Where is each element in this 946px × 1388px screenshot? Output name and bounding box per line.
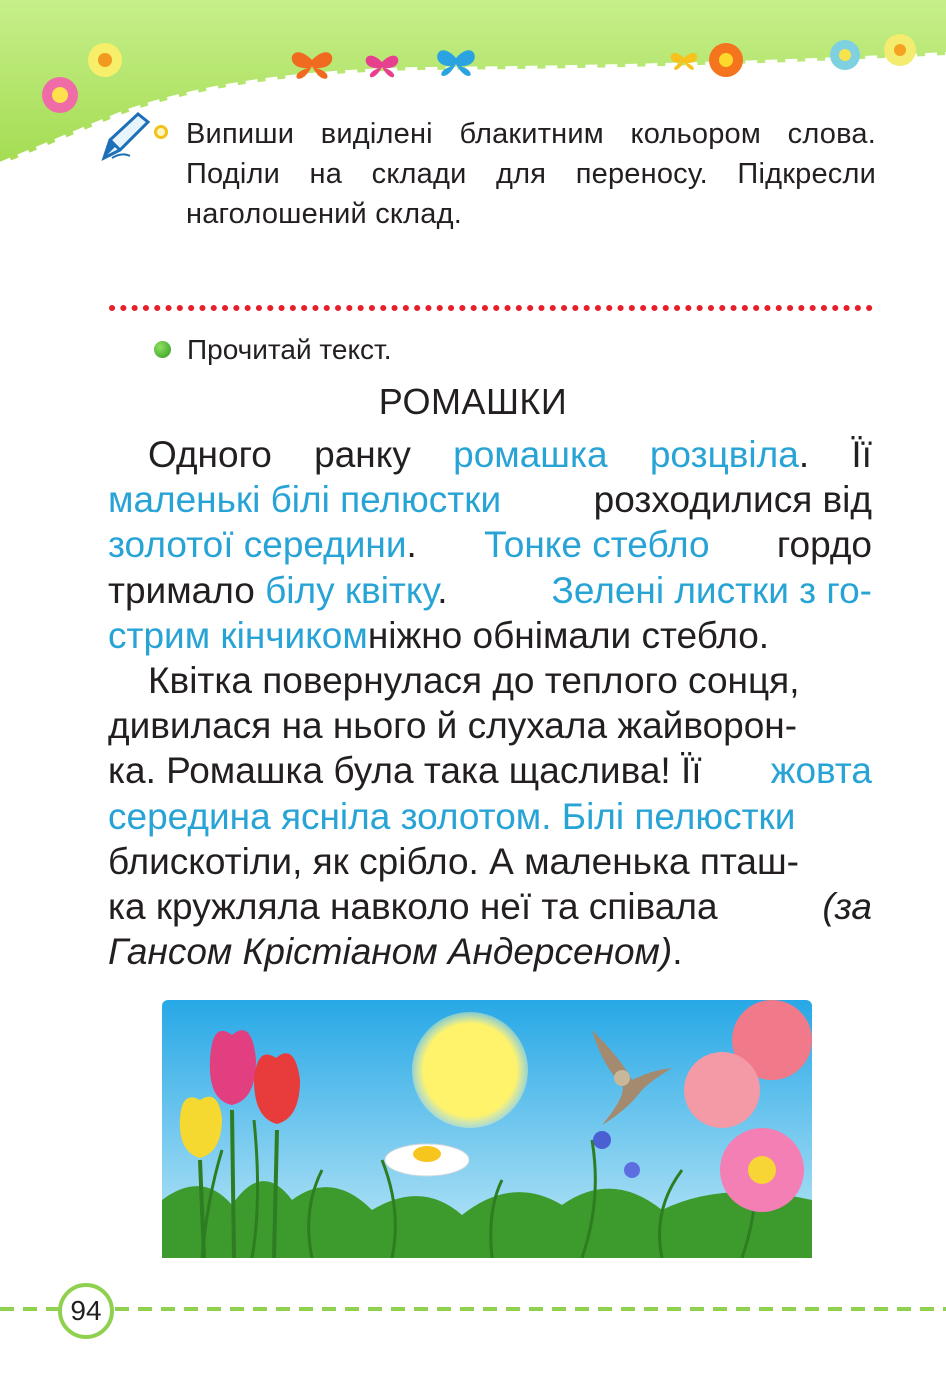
task-2 <box>154 332 392 368</box>
daisy-icon <box>385 1144 469 1176</box>
highlighted-word: ромашка <box>453 434 608 475</box>
flower-icon <box>709 43 743 77</box>
text-line: ка кружляла навколо неї та співала (за <box>108 885 872 927</box>
story-title: РОМАШКИ <box>378 381 568 422</box>
author-attribution: Гансом Крістіаном Андерсеном) <box>108 931 673 973</box>
story-text <box>108 432 872 974</box>
page-footer-line <box>0 1280 946 1340</box>
page-number: 94 <box>58 1283 114 1339</box>
task-bullet-icon <box>154 125 168 139</box>
pen-icon <box>100 110 156 162</box>
text-line: Одного ранку ромашка розцвіла. Її <box>108 432 872 477</box>
flower-icon <box>88 43 122 77</box>
highlighted-phrase: середина ясніла золотом. Білі пелюстки <box>108 795 796 837</box>
text-line: маленькі білі пелюстки розходилися від <box>108 477 872 522</box>
highlighted-phrase: маленькі білі пелюстки <box>108 479 502 521</box>
text-line: блискотіли, як срібло. А маленька пташ- <box>108 840 799 882</box>
dotted-divider <box>108 304 874 312</box>
text-line: стрим кінчиком ніжно обнімали стебло. <box>108 613 872 658</box>
task-2-instruction: Прочитай текст. <box>187 334 392 365</box>
highlighted-word: розцвіла <box>649 434 799 475</box>
highlighted-phrase: золотої середини <box>108 524 407 566</box>
flower-icon <box>42 77 78 113</box>
text-line: золотої середини. Тонке стебло гордо <box>108 522 872 567</box>
highlighted-word: жовта <box>770 750 872 792</box>
text-line: дивилася на нього й слухала жайворон- <box>108 705 798 747</box>
text-line: ка. Ромашка була така щаслива! Її жовта <box>108 748 872 793</box>
cornflower-icon <box>593 1131 611 1149</box>
highlighted-phrase: стрим кінчиком <box>108 614 368 656</box>
text-line <box>108 794 872 839</box>
text-line: Квітка повернулася до теплого сонця, <box>148 659 800 701</box>
flower-icon <box>830 40 860 70</box>
highlighted-phrase: білу квітку <box>265 569 438 611</box>
flower-icon <box>884 34 916 66</box>
highlighted-phrase: Зелені листки з го- <box>551 569 872 611</box>
text-line: Гансом Крістіаном Андерсеном). <box>108 931 683 973</box>
task-1-instruction: Випиши виділені блакитним кольором слова. Поділи на склади для переносу. Підкресли наголошений склад. <box>186 118 876 230</box>
task-bullet-icon <box>154 341 171 358</box>
highlighted-phrase: Тонке стебло <box>484 524 710 566</box>
spring-meadow-illustration <box>162 1000 812 1258</box>
cornflower-icon <box>624 1162 640 1178</box>
text-line: тримало білу квітку. Зелені листки з го- <box>108 568 872 613</box>
sun <box>412 1012 528 1128</box>
